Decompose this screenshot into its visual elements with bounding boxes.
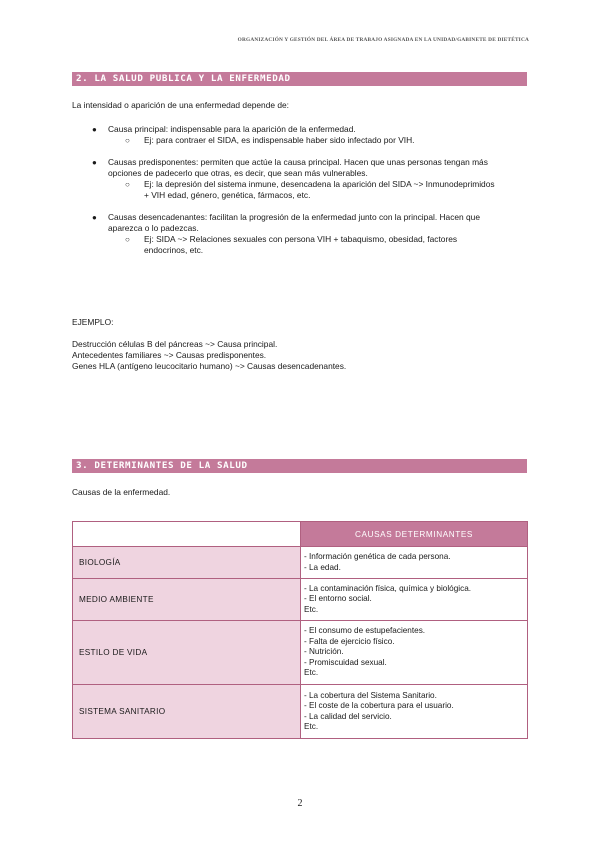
example-label: EJEMPLO: bbox=[72, 317, 114, 327]
list-item bbox=[92, 212, 532, 256]
section-2-title: 2. LA SALUD PUBLICA Y LA ENFERMEDAD bbox=[72, 72, 527, 86]
cause-list bbox=[92, 124, 532, 256]
cause-line: - Promiscuidad sexual. bbox=[304, 657, 387, 667]
sub-line: Ej: la depresión del sistema inmune, desencadena la aparición del SIDA ~> Inmunodeprimidos bbox=[144, 179, 495, 189]
determinants-table bbox=[72, 521, 528, 739]
cause-line: - La calidad del servicio. bbox=[304, 711, 392, 721]
section-3-title: 3. DETERMINANTES DE LA SALUD bbox=[72, 459, 527, 473]
row-label: MEDIO AMBIENTE bbox=[73, 579, 301, 621]
row-causes bbox=[301, 579, 528, 621]
cause-line: - La edad. bbox=[304, 562, 341, 572]
bullet-line: Causas desencadenantes: facilitan la progresión de la enfermedad junto con la principal. Hacen que bbox=[108, 212, 480, 222]
table-header-blank bbox=[73, 522, 301, 547]
table-row bbox=[73, 547, 528, 579]
cause-line: - Información genética de cada persona. bbox=[304, 552, 451, 561]
example-line: Antecedentes familiares ~> Causas predisponentes. bbox=[72, 350, 267, 360]
cause-line: - Falta de ejercicio físico. bbox=[304, 636, 395, 646]
example-block bbox=[72, 317, 346, 372]
list-item bbox=[92, 157, 532, 201]
cause-line: Etc. bbox=[304, 604, 319, 614]
sub-line: Ej: SIDA ~> Relaciones sexuales con persona VIH + tabaquismo, obesidad, factores bbox=[144, 234, 458, 244]
cause-line: - El coste de la cobertura para el usuario. bbox=[304, 701, 454, 710]
cause-line: - Nutrición. bbox=[304, 647, 344, 657]
bullet-circle-icon: ○ bbox=[125, 136, 130, 145]
section-3-intro: Causas de la enfermedad. bbox=[72, 487, 171, 497]
table-row bbox=[73, 579, 528, 621]
table-row bbox=[73, 621, 528, 685]
sub-item bbox=[108, 135, 532, 146]
bullet-dot-icon: ● bbox=[92, 158, 97, 167]
cause-line: Etc. bbox=[304, 668, 319, 678]
row-causes bbox=[301, 621, 528, 685]
cause-line: - El consumo de estupefacientes. bbox=[304, 626, 426, 636]
bullet-circle-icon: ○ bbox=[125, 180, 130, 189]
sub-item bbox=[108, 179, 532, 201]
row-label: SISTEMA SANITARIO bbox=[73, 685, 301, 739]
table-column-header: CAUSAS DETERMINANTES bbox=[301, 522, 528, 547]
row-causes bbox=[301, 685, 528, 739]
bullet-line: Causa principal: indispensable para la aparición de la enfermedad. bbox=[108, 124, 356, 134]
row-label: BIOLOGÍA bbox=[73, 547, 301, 579]
section-2-intro: La intensidad o aparición de una enfermedad depende de: bbox=[72, 100, 289, 110]
table-header-row bbox=[73, 522, 528, 547]
cause-line: - La cobertura del Sistema Sanitario. bbox=[304, 690, 437, 700]
list-item bbox=[92, 124, 532, 146]
cause-line: - El entorno social. bbox=[304, 594, 372, 604]
bullet-line: aparezca o lo padezcas. bbox=[108, 223, 199, 233]
bullet-line: Causas predisponentes: permiten que actúe la causa principal. Hacen que unas personas tengan más bbox=[108, 157, 488, 167]
example-line: Destrucción células B del páncreas ~> Causa principal. bbox=[72, 339, 278, 349]
example-line: Genes HLA (antígeno leucocitario humano) ~> Causas desencadenantes. bbox=[72, 361, 347, 371]
running-header: ORGANIZACIÓN Y GESTIÓN DEL ÁREA DE TRABAJO ASIGNADA EN LA UNIDAD/GABINETE DE DIETÉTICA bbox=[237, 37, 529, 43]
page-number: 2 bbox=[297, 798, 303, 809]
bullet-circle-icon: ○ bbox=[125, 235, 130, 244]
sub-line: Ej: para contraer el SIDA, es indispensable haber sido infectado por VIH. bbox=[144, 135, 415, 145]
table-row bbox=[73, 685, 528, 739]
bullet-dot-icon: ● bbox=[92, 125, 97, 134]
cause-line: Etc. bbox=[304, 722, 319, 731]
row-causes bbox=[301, 547, 528, 579]
sub-line: + VIH edad, género, genética, fármacos, etc. bbox=[144, 190, 311, 200]
cause-line: - La contaminación física, química y biológica. bbox=[304, 583, 472, 593]
bullet-dot-icon: ● bbox=[92, 213, 97, 222]
sub-line: endocrinos, etc. bbox=[144, 245, 204, 255]
row-label: ESTILO DE VIDA bbox=[73, 621, 301, 685]
bullet-line: opciones de padecerlo que otras, es decir, que sean más vulnerables. bbox=[108, 168, 368, 178]
sub-item bbox=[108, 234, 532, 256]
